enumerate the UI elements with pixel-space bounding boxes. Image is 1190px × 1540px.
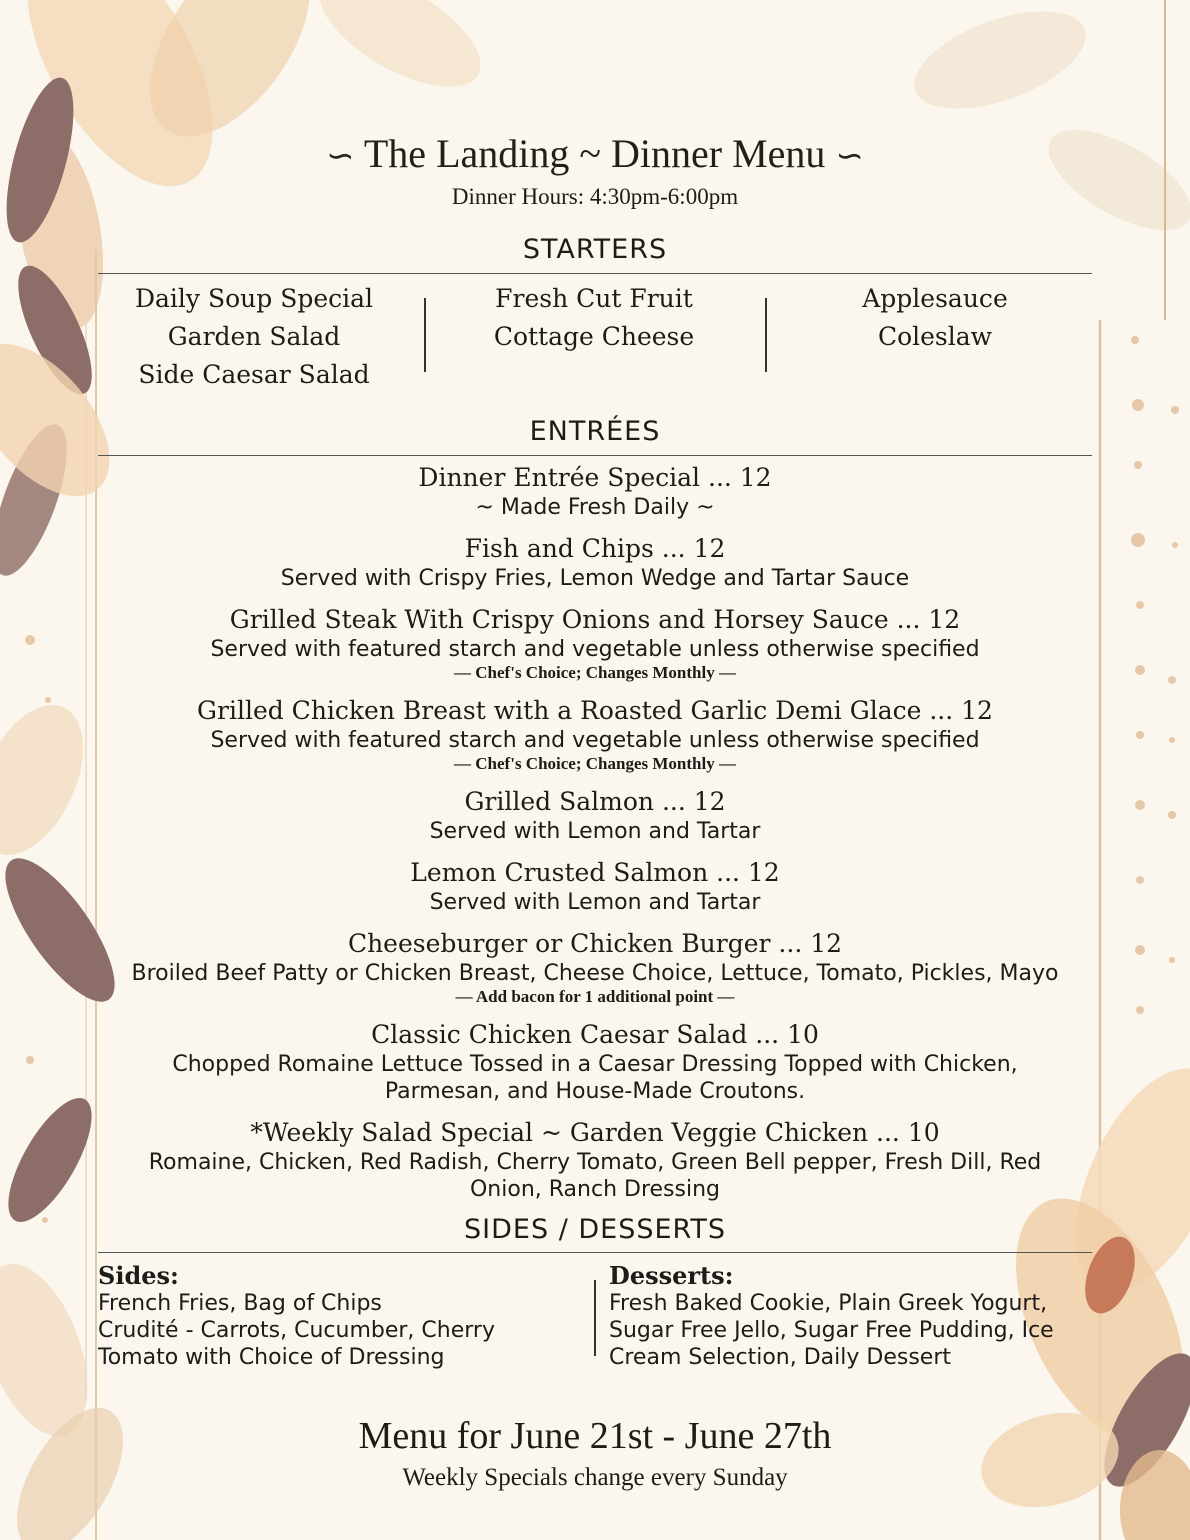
entrees-rule [98, 455, 1092, 456]
starter-item: Daily Soup Special [134, 284, 374, 313]
starter-item: Cottage Cheese [493, 322, 695, 351]
entree-description: Romaine, Chicken, Red Radish, Cherry Tomato, Green Bell pepper, Fresh Dill, Red Onion, Ranch Dressing [148, 1150, 1042, 1202]
starters-column-1 [94, 280, 414, 394]
starters-heading: STARTERS [522, 234, 668, 265]
entree-name: Dinner Entrée Special ... 12 [418, 463, 772, 492]
starters-divider [765, 298, 767, 372]
entree-name: Lemon Crusted Salmon ... 12 [410, 858, 780, 887]
starter-item: Fresh Cut Fruit [495, 284, 693, 313]
desserts-label: Desserts: [609, 1261, 734, 1290]
entree-note: — Add bacon for 1 additional point — [455, 987, 735, 1006]
entree-item [98, 533, 1092, 592]
entree-description: Served with Crispy Fries, Lemon Wedge and Tartar Sauce [280, 566, 910, 591]
entree-item [98, 1019, 1092, 1105]
desserts-line: Sugar Free Jello, Sugar Free Pudding, Ice [609, 1318, 1054, 1343]
starter-item: Side Caesar Salad [138, 360, 370, 389]
menu-title-text: The Landing ~ Dinner Menu [363, 131, 826, 176]
desserts-line: Cream Selection, Daily Dessert [609, 1345, 951, 1370]
desserts-line: Fresh Baked Cookie, Plain Greek Yogurt, [609, 1291, 1048, 1316]
entree-name: Fish and Chips ... 12 [464, 534, 726, 563]
entree-item [98, 857, 1092, 916]
entree-description: Served with Lemon and Tartar [429, 890, 761, 915]
entree-item [98, 1117, 1092, 1203]
sides-block [98, 1262, 558, 1371]
entree-item [98, 604, 1092, 683]
entree-name: *Weekly Salad Special ~ Garden Veggie Chicken ... 10 [250, 1118, 940, 1147]
starter-item: Garden Salad [167, 322, 341, 351]
entree-item [98, 462, 1092, 521]
entrees-heading: ENTRÉES [529, 416, 661, 447]
entrees-list [98, 462, 1092, 1215]
starters-column-2 [434, 280, 754, 356]
entree-item [98, 695, 1092, 774]
sides-line: French Fries, Bag of Chips [98, 1291, 382, 1316]
sides-label: Sides: [98, 1261, 179, 1290]
sides-desserts-divider [594, 1280, 596, 1356]
entree-description: Served with Lemon and Tartar [429, 819, 761, 844]
entree-item [98, 786, 1092, 845]
entree-description: Served with featured starch and vegetable unless otherwise specified [210, 728, 980, 753]
starters-rule [98, 273, 1092, 274]
entree-description: Broiled Beef Patty or Chicken Breast, Cheese Choice, Lettuce, Tomato, Pickles, Mayo [131, 961, 1059, 986]
entree-name: Grilled Chicken Breast with a Roasted Garlic Demi Glace ... 12 [197, 696, 993, 725]
left-flourish-icon: ∽ [326, 138, 355, 175]
entree-note: — Chef's Choice; Changes Monthly — [454, 754, 736, 773]
sides-desserts-rule [98, 1252, 1092, 1253]
entree-name: Cheeseburger or Chicken Burger ... 12 [347, 929, 843, 958]
entree-name: Grilled Steak With Crispy Onions and Horsey Sauce ... 12 [229, 605, 961, 634]
starter-item: Applesauce [862, 284, 1008, 313]
weekly-specials-note: Weekly Specials change every Sunday [402, 1464, 788, 1491]
entree-description: Chopped Romaine Lettuce Tossed in a Caesar Dressing Topped with Chicken, Parmesan, and House-Made Croutons. [172, 1052, 1018, 1104]
right-flourish-icon: ∽ [835, 138, 864, 175]
entree-name: Grilled Salmon ... 12 [464, 787, 726, 816]
sides-line: Tomato with Choice of Dressing [98, 1345, 445, 1370]
entree-name: Classic Chicken Caesar Salad ... 10 [371, 1020, 819, 1049]
dinner-hours: Dinner Hours: 4:30pm-6:00pm [451, 184, 739, 209]
entree-item [98, 928, 1092, 1007]
sides-line: Crudité - Carrots, Cucumber, Cherry [98, 1318, 495, 1343]
menu-dates: Menu for June 21st - June 27th [358, 1415, 832, 1457]
starters-column-3 [775, 280, 1095, 356]
sides-desserts-heading: SIDES / DESSERTS [464, 1214, 726, 1245]
entree-note: — Chef's Choice; Changes Monthly — [454, 663, 736, 682]
starter-item: Coleslaw [877, 322, 993, 351]
desserts-block [609, 1262, 1089, 1371]
starters-divider [424, 298, 426, 372]
entree-description: Served with featured starch and vegetable unless otherwise specified [210, 637, 980, 662]
menu-title [0, 130, 1190, 177]
entree-description: ~ Made Fresh Daily ~ [475, 495, 715, 520]
